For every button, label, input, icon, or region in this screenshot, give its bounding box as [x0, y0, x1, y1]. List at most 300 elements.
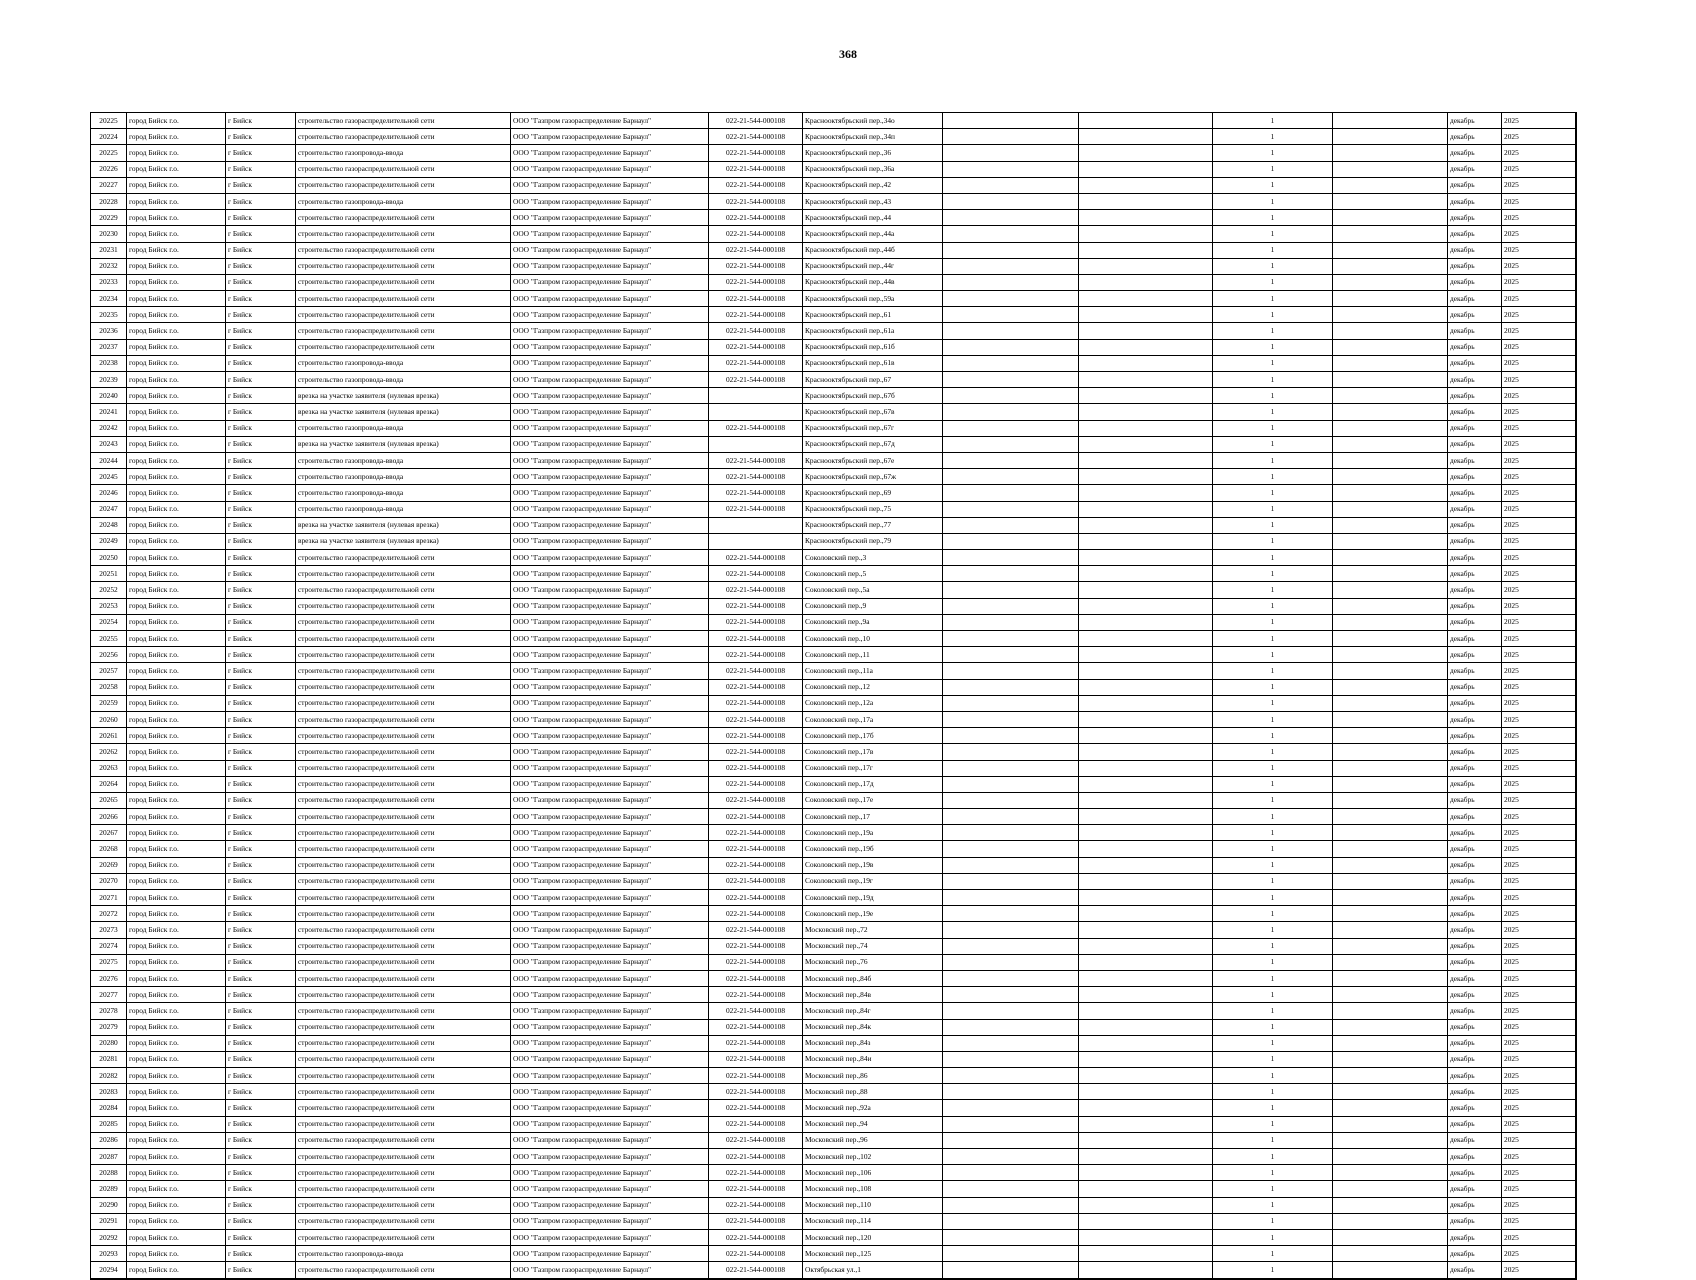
code-cell: 022-21-544-000108	[709, 1068, 803, 1084]
locality-cell: г Бийск	[226, 485, 296, 501]
row-number: 20242	[91, 420, 127, 436]
quantity-cell: 1	[1213, 1035, 1333, 1051]
work-type-cell: строительство газораспределительной сети	[296, 890, 511, 906]
empty-cell	[1079, 760, 1213, 776]
table-row	[91, 242, 1576, 258]
locality-cell: г Бийск	[226, 922, 296, 938]
table-row	[91, 145, 1576, 161]
organization-cell: ООО "Газпром газораспределение Барнаул"	[511, 1068, 709, 1084]
empty-cell	[1333, 501, 1448, 517]
row-number: 20292	[91, 1229, 127, 1245]
work-type-cell: строительство газораспределительной сети	[296, 1197, 511, 1213]
empty-cell	[943, 1051, 1079, 1067]
address-cell: Октябрьская ул.,1	[803, 1262, 943, 1279]
empty-cell	[1079, 922, 1213, 938]
quantity-cell: 1	[1213, 663, 1333, 679]
empty-cell	[1333, 307, 1448, 323]
year-cell: 2025	[1502, 129, 1576, 145]
code-cell: 022-21-544-000108	[709, 258, 803, 274]
table-row	[91, 1197, 1576, 1213]
empty-cell	[1079, 1181, 1213, 1197]
organization-cell: ООО "Газпром газораспределение Барнаул"	[511, 307, 709, 323]
year-cell: 2025	[1502, 1246, 1576, 1262]
address-cell: Соколовский пер.,19а	[803, 825, 943, 841]
work-type-cell: строительство газораспределительной сети	[296, 129, 511, 145]
row-number: 20225	[91, 113, 127, 129]
row-number: 20258	[91, 679, 127, 695]
municipality-cell: город Бийск г.о.	[127, 776, 226, 792]
month-cell: декабрь	[1448, 226, 1502, 242]
table-row	[91, 906, 1576, 922]
table-row	[91, 922, 1576, 938]
empty-cell	[1079, 1229, 1213, 1245]
municipality-cell: город Бийск г.о.	[127, 663, 226, 679]
empty-cell	[1079, 258, 1213, 274]
month-cell: декабрь	[1448, 501, 1502, 517]
code-cell	[709, 517, 803, 533]
organization-cell: ООО "Газпром газораспределение Барнаул"	[511, 258, 709, 274]
address-cell: Московский пер.,84з	[803, 1035, 943, 1051]
empty-cell	[943, 129, 1079, 145]
code-cell: 022-21-544-000108	[709, 323, 803, 339]
table-row	[91, 210, 1576, 226]
address-cell: Краснооктябрьский пер.,59а	[803, 291, 943, 307]
work-type-cell: строительство газораспределительной сети	[296, 566, 511, 582]
quantity-cell: 1	[1213, 1181, 1333, 1197]
empty-cell	[943, 1019, 1079, 1035]
empty-cell	[943, 550, 1079, 566]
quantity-cell: 1	[1213, 776, 1333, 792]
locality-cell: г Бийск	[226, 1246, 296, 1262]
municipality-cell: город Бийск г.о.	[127, 582, 226, 598]
work-type-cell: врезка на участке заявителя (нулевая врезка)	[296, 388, 511, 404]
empty-cell	[1079, 1100, 1213, 1116]
quantity-cell: 1	[1213, 760, 1333, 776]
municipality-cell: город Бийск г.о.	[127, 614, 226, 630]
locality-cell: г Бийск	[226, 695, 296, 711]
quantity-cell: 1	[1213, 113, 1333, 129]
empty-cell	[1079, 970, 1213, 986]
month-cell: декабрь	[1448, 1051, 1502, 1067]
year-cell: 2025	[1502, 890, 1576, 906]
quantity-cell: 1	[1213, 1197, 1333, 1213]
work-type-cell: врезка на участке заявителя (нулевая врезка)	[296, 517, 511, 533]
empty-cell	[943, 857, 1079, 873]
quantity-cell: 1	[1213, 404, 1333, 420]
work-type-cell: строительство газопровода-ввода	[296, 485, 511, 501]
quantity-cell: 1	[1213, 161, 1333, 177]
month-cell: декабрь	[1448, 210, 1502, 226]
address-cell: Московский пер.,84в	[803, 987, 943, 1003]
empty-cell	[943, 339, 1079, 355]
table-row	[91, 954, 1576, 970]
empty-cell	[1333, 1100, 1448, 1116]
empty-cell	[1079, 355, 1213, 371]
empty-cell	[943, 679, 1079, 695]
empty-cell	[1079, 242, 1213, 258]
code-cell: 022-21-544-000108	[709, 145, 803, 161]
month-cell: декабрь	[1448, 1100, 1502, 1116]
address-cell: Московский пер.,72	[803, 922, 943, 938]
year-cell: 2025	[1502, 970, 1576, 986]
address-cell: Московский пер.,76	[803, 954, 943, 970]
month-cell: декабрь	[1448, 1213, 1502, 1229]
locality-cell: г Бийск	[226, 825, 296, 841]
municipality-cell: город Бийск г.о.	[127, 857, 226, 873]
organization-cell: ООО "Газпром газораспределение Барнаул"	[511, 614, 709, 630]
month-cell: декабрь	[1448, 809, 1502, 825]
code-cell: 022-21-544-000108	[709, 1181, 803, 1197]
address-cell: Краснооктябрьский пер.,43	[803, 193, 943, 209]
municipality-cell: город Бийск г.о.	[127, 1003, 226, 1019]
organization-cell: ООО "Газпром газораспределение Барнаул"	[511, 1035, 709, 1051]
empty-cell	[1333, 695, 1448, 711]
quantity-cell: 1	[1213, 1149, 1333, 1165]
empty-cell	[1333, 355, 1448, 371]
address-cell: Соколовский пер.,17г	[803, 760, 943, 776]
empty-cell	[1079, 1262, 1213, 1279]
year-cell: 2025	[1502, 404, 1576, 420]
municipality-cell: город Бийск г.о.	[127, 566, 226, 582]
work-type-cell: строительство газораспределительной сети	[296, 857, 511, 873]
year-cell: 2025	[1502, 1149, 1576, 1165]
empty-cell	[1079, 210, 1213, 226]
locality-cell: г Бийск	[226, 113, 296, 129]
code-cell: 022-21-544-000108	[709, 1262, 803, 1279]
empty-cell	[943, 711, 1079, 727]
year-cell: 2025	[1502, 258, 1576, 274]
empty-cell	[943, 614, 1079, 630]
quantity-cell: 1	[1213, 1165, 1333, 1181]
work-type-cell: строительство газопровода-ввода	[296, 501, 511, 517]
address-cell: Краснооктябрьский пер.,44г	[803, 258, 943, 274]
organization-cell: ООО "Газпром газораспределение Барнаул"	[511, 582, 709, 598]
empty-cell	[1333, 469, 1448, 485]
quantity-cell: 1	[1213, 1003, 1333, 1019]
month-cell: декабрь	[1448, 647, 1502, 663]
locality-cell: г Бийск	[226, 1051, 296, 1067]
municipality-cell: город Бийск г.о.	[127, 1181, 226, 1197]
row-number: 20291	[91, 1213, 127, 1229]
organization-cell: ООО "Газпром газораспределение Барнаул"	[511, 744, 709, 760]
organization-cell: ООО "Газпром газораспределение Барнаул"	[511, 679, 709, 695]
row-number: 20277	[91, 987, 127, 1003]
table-row	[91, 1213, 1576, 1229]
work-type-cell: строительство газораспределительной сети	[296, 210, 511, 226]
locality-cell: г Бийск	[226, 501, 296, 517]
locality-cell: г Бийск	[226, 533, 296, 549]
locality-cell: г Бийск	[226, 857, 296, 873]
empty-cell	[1079, 792, 1213, 808]
empty-cell	[1079, 614, 1213, 630]
table-row	[91, 501, 1576, 517]
address-cell: Московский пер.,84г	[803, 1003, 943, 1019]
empty-cell	[1079, 1165, 1213, 1181]
month-cell: декабрь	[1448, 1003, 1502, 1019]
address-cell: Соколовский пер.,17е	[803, 792, 943, 808]
quantity-cell: 1	[1213, 210, 1333, 226]
table-row	[91, 1019, 1576, 1035]
work-type-cell: строительство газораспределительной сети	[296, 679, 511, 695]
quantity-cell: 1	[1213, 873, 1333, 889]
empty-cell	[943, 452, 1079, 468]
locality-cell: г Бийск	[226, 614, 296, 630]
municipality-cell: город Бийск г.о.	[127, 647, 226, 663]
year-cell: 2025	[1502, 113, 1576, 129]
table-row	[91, 452, 1576, 468]
table-row	[91, 582, 1576, 598]
empty-cell	[943, 1262, 1079, 1279]
table-row	[91, 517, 1576, 533]
code-cell: 022-21-544-000108	[709, 970, 803, 986]
organization-cell: ООО "Газпром газораспределение Барнаул"	[511, 388, 709, 404]
table-row	[91, 1003, 1576, 1019]
address-cell: Соколовский пер.,19б	[803, 841, 943, 857]
work-type-cell: строительство газораспределительной сети	[296, 663, 511, 679]
quantity-cell: 1	[1213, 177, 1333, 193]
code-cell: 022-21-544-000108	[709, 1100, 803, 1116]
month-cell: декабрь	[1448, 663, 1502, 679]
quantity-cell: 1	[1213, 1019, 1333, 1035]
empty-cell	[943, 566, 1079, 582]
code-cell: 022-21-544-000108	[709, 922, 803, 938]
empty-cell	[1079, 1035, 1213, 1051]
locality-cell: г Бийск	[226, 792, 296, 808]
empty-cell	[943, 1149, 1079, 1165]
empty-cell	[1333, 760, 1448, 776]
empty-cell	[1079, 307, 1213, 323]
month-cell: декабрь	[1448, 550, 1502, 566]
municipality-cell: город Бийск г.о.	[127, 695, 226, 711]
municipality-cell: город Бийск г.о.	[127, 113, 226, 129]
empty-cell	[1079, 954, 1213, 970]
row-number: 20256	[91, 647, 127, 663]
quantity-cell: 1	[1213, 890, 1333, 906]
organization-cell: ООО "Газпром газораспределение Барнаул"	[511, 274, 709, 290]
month-cell: декабрь	[1448, 566, 1502, 582]
table-row	[91, 809, 1576, 825]
organization-cell: ООО "Газпром газораспределение Барнаул"	[511, 1149, 709, 1165]
work-type-cell: строительство газораспределительной сети	[296, 728, 511, 744]
quantity-cell: 1	[1213, 1262, 1333, 1279]
empty-cell	[943, 1116, 1079, 1132]
year-cell: 2025	[1502, 647, 1576, 663]
locality-cell: г Бийск	[226, 1132, 296, 1148]
table-row	[91, 890, 1576, 906]
address-cell: Краснооктябрьский пер.,42	[803, 177, 943, 193]
year-cell: 2025	[1502, 1229, 1576, 1245]
empty-cell	[1079, 1197, 1213, 1213]
locality-cell: г Бийск	[226, 890, 296, 906]
locality-cell: г Бийск	[226, 226, 296, 242]
empty-cell	[1079, 550, 1213, 566]
row-number: 20230	[91, 226, 127, 242]
row-number: 20263	[91, 760, 127, 776]
empty-cell	[943, 1003, 1079, 1019]
empty-cell	[943, 1035, 1079, 1051]
locality-cell: г Бийск	[226, 388, 296, 404]
month-cell: декабрь	[1448, 679, 1502, 695]
empty-cell	[1333, 614, 1448, 630]
row-number: 20271	[91, 890, 127, 906]
quantity-cell: 1	[1213, 970, 1333, 986]
empty-cell	[1333, 841, 1448, 857]
work-type-cell: строительство газораспределительной сети	[296, 841, 511, 857]
work-type-cell: строительство газопровода-ввода	[296, 355, 511, 371]
work-type-cell: строительство газораспределительной сети	[296, 776, 511, 792]
code-cell: 022-21-544-000108	[709, 307, 803, 323]
code-cell: 022-21-544-000108	[709, 760, 803, 776]
locality-cell: г Бийск	[226, 339, 296, 355]
address-cell: Соколовский пер.,17б	[803, 728, 943, 744]
organization-cell: ООО "Газпром газораспределение Барнаул"	[511, 1051, 709, 1067]
code-cell: 022-21-544-000108	[709, 631, 803, 647]
year-cell: 2025	[1502, 857, 1576, 873]
empty-cell	[1333, 485, 1448, 501]
quantity-cell: 1	[1213, 274, 1333, 290]
row-number: 20227	[91, 177, 127, 193]
code-cell: 022-21-544-000108	[709, 1213, 803, 1229]
quantity-cell: 1	[1213, 339, 1333, 355]
address-cell: Московский пер.,88	[803, 1084, 943, 1100]
empty-cell	[943, 776, 1079, 792]
organization-cell: ООО "Газпром газораспределение Барнаул"	[511, 647, 709, 663]
row-number: 20278	[91, 1003, 127, 1019]
work-type-cell: врезка на участке заявителя (нулевая врезка)	[296, 436, 511, 452]
empty-cell	[1079, 145, 1213, 161]
row-number: 20238	[91, 355, 127, 371]
row-number: 20276	[91, 970, 127, 986]
locality-cell: г Бийск	[226, 291, 296, 307]
work-type-cell: строительство газораспределительной сети	[296, 1165, 511, 1181]
address-cell: Соколовский пер.,17а	[803, 711, 943, 727]
row-number: 20250	[91, 550, 127, 566]
empty-cell	[1333, 1149, 1448, 1165]
empty-cell	[1079, 1051, 1213, 1067]
quantity-cell: 1	[1213, 355, 1333, 371]
empty-cell	[943, 210, 1079, 226]
empty-cell	[943, 825, 1079, 841]
code-cell: 022-21-544-000108	[709, 1084, 803, 1100]
empty-cell	[943, 938, 1079, 954]
quantity-cell: 1	[1213, 598, 1333, 614]
work-type-cell: строительство газораспределительной сети	[296, 582, 511, 598]
empty-cell	[1079, 1019, 1213, 1035]
empty-cell	[943, 1084, 1079, 1100]
municipality-cell: город Бийск г.о.	[127, 291, 226, 307]
code-cell: 022-21-544-000108	[709, 695, 803, 711]
empty-cell	[1333, 922, 1448, 938]
month-cell: декабрь	[1448, 1262, 1502, 1279]
row-number: 20280	[91, 1035, 127, 1051]
code-cell: 022-21-544-000108	[709, 857, 803, 873]
table-row	[91, 436, 1576, 452]
organization-cell: ООО "Газпром газораспределение Барнаул"	[511, 339, 709, 355]
work-type-cell: строительство газораспределительной сети	[296, 1262, 511, 1279]
empty-cell	[943, 663, 1079, 679]
empty-cell	[1079, 679, 1213, 695]
empty-cell	[1079, 809, 1213, 825]
quantity-cell: 1	[1213, 809, 1333, 825]
row-number: 20244	[91, 452, 127, 468]
code-cell	[709, 388, 803, 404]
work-type-cell: строительство газораспределительной сети	[296, 1181, 511, 1197]
table-row	[91, 614, 1576, 630]
empty-cell	[1079, 1003, 1213, 1019]
locality-cell: г Бийск	[226, 1116, 296, 1132]
empty-cell	[943, 1197, 1079, 1213]
code-cell: 022-21-544-000108	[709, 1116, 803, 1132]
empty-cell	[943, 987, 1079, 1003]
row-number: 20274	[91, 938, 127, 954]
empty-cell	[1079, 501, 1213, 517]
year-cell: 2025	[1502, 760, 1576, 776]
organization-cell: ООО "Газпром газораспределение Барнаул"	[511, 1019, 709, 1035]
empty-cell	[943, 404, 1079, 420]
work-type-cell: строительство газораспределительной сети	[296, 760, 511, 776]
month-cell: декабрь	[1448, 760, 1502, 776]
empty-cell	[1333, 1084, 1448, 1100]
empty-cell	[943, 113, 1079, 129]
table-row	[91, 550, 1576, 566]
empty-cell	[1079, 113, 1213, 129]
year-cell: 2025	[1502, 825, 1576, 841]
locality-cell: г Бийск	[226, 1084, 296, 1100]
code-cell: 022-21-544-000108	[709, 1229, 803, 1245]
address-cell: Краснооктябрьский пер.,61	[803, 307, 943, 323]
code-cell: 022-21-544-000108	[709, 566, 803, 582]
municipality-cell: город Бийск г.о.	[127, 533, 226, 549]
table-row	[91, 873, 1576, 889]
address-cell: Краснооктябрьский пер.,67г	[803, 420, 943, 436]
address-cell: Соколовский пер.,17	[803, 809, 943, 825]
table-row	[91, 841, 1576, 857]
municipality-cell: город Бийск г.о.	[127, 129, 226, 145]
row-number: 20266	[91, 809, 127, 825]
municipality-cell: город Бийск г.о.	[127, 1035, 226, 1051]
empty-cell	[1333, 436, 1448, 452]
empty-cell	[1333, 890, 1448, 906]
month-cell: декабрь	[1448, 307, 1502, 323]
locality-cell: г Бийск	[226, 307, 296, 323]
work-type-cell: строительство газораспределительной сети	[296, 113, 511, 129]
organization-cell: ООО "Газпром газораспределение Барнаул"	[511, 485, 709, 501]
empty-cell	[1079, 1132, 1213, 1148]
table-row	[91, 404, 1576, 420]
address-cell: Московский пер.,102	[803, 1149, 943, 1165]
organization-cell: ООО "Газпром газораспределение Барнаул"	[511, 1213, 709, 1229]
work-type-cell: строительство газораспределительной сети	[296, 987, 511, 1003]
organization-cell: ООО "Газпром газораспределение Барнаул"	[511, 242, 709, 258]
address-cell: Соколовский пер.,17д	[803, 776, 943, 792]
code-cell: 022-21-544-000108	[709, 1246, 803, 1262]
table-row	[91, 291, 1576, 307]
municipality-cell: город Бийск г.о.	[127, 1068, 226, 1084]
row-number: 20236	[91, 323, 127, 339]
code-cell: 022-21-544-000108	[709, 890, 803, 906]
row-number: 20268	[91, 841, 127, 857]
organization-cell: ООО "Газпром газораспределение Барнаул"	[511, 210, 709, 226]
empty-cell	[1079, 987, 1213, 1003]
row-number: 20261	[91, 728, 127, 744]
work-type-cell: строительство газораспределительной сети	[296, 809, 511, 825]
month-cell: декабрь	[1448, 938, 1502, 954]
empty-cell	[1333, 776, 1448, 792]
empty-cell	[1333, 113, 1448, 129]
work-type-cell: строительство газораспределительной сети	[296, 226, 511, 242]
month-cell: декабрь	[1448, 274, 1502, 290]
quantity-cell: 1	[1213, 566, 1333, 582]
